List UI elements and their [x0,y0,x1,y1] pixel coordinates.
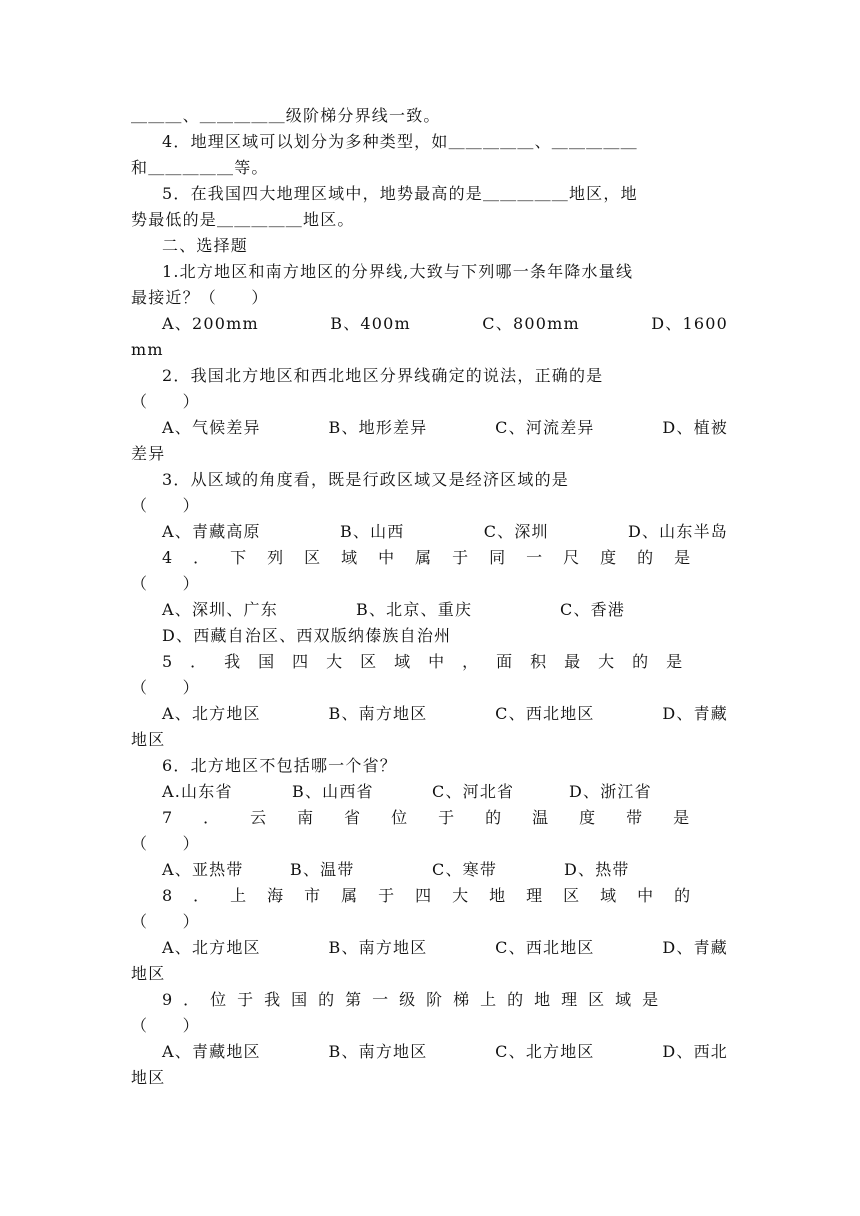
option-a: A、200mm [162,314,259,333]
option-d: D、西北 [662,1042,728,1061]
question-3-options [131,519,728,545]
question-1-options [131,311,728,337]
question-1-stem: 1.北方地区和南方地区的分界线,大致与下列哪一条年降水量线 [162,262,634,281]
option-d: D、山东半岛 [627,522,728,541]
question-9-bracket: （ ） [131,1016,200,1035]
question-9-options-wrap: 地区 [131,1068,166,1087]
option-c: C、西北地区 [495,704,595,723]
question-4-stem: 4．下列区域中属于同一尺度的是 [162,548,712,567]
question-8-stem: 8．上海市属于四大地理区域中的 [162,886,712,905]
question-1-options-wrap: mm [131,340,164,359]
option-b: B、南方地区 [328,704,428,723]
option-a: A、亚热带 [162,860,244,879]
option-b: B、温带 [290,860,355,879]
option-c: C、深圳 [483,522,549,541]
option-c: C、河流差异 [495,418,595,437]
option-a: A、北方地区 [162,938,261,957]
option-b: B、400m [330,314,411,333]
fill-question-5: 5．在我国四大地理区域中，地势最高的是＿＿＿＿＿地区，地 [162,184,638,203]
question-2-stem: 2．我国北方地区和西北地区分界线确定的说法，正确的是 [162,366,604,385]
question-7-stem: 7．云南省位于的温度带是 [162,808,721,827]
option-a: A、青藏地区 [162,1042,261,1061]
question-7-options [131,857,728,883]
option-c: C、北方地区 [495,1042,595,1061]
question-5-stem: 5．我国四大区域中，面积最大的是 [162,652,701,671]
question-6-options [131,779,728,805]
option-a: A、青藏高原 [162,522,261,541]
question-4-bracket: （ ） [131,574,200,593]
option-b: B、南方地区 [328,1042,428,1061]
option-a: A、气候差异 [162,418,261,437]
option-c: C、800mm [482,314,580,333]
question-5-options [131,701,728,727]
option-d: D、1600 [651,314,728,333]
option-d: D、热带 [564,860,630,879]
question-1-bracket: 最接近？（ ） [131,288,269,307]
question-4-option-d: D、西藏自治区、西双版纳傣族自治州 [162,626,452,645]
option-d: D、青藏 [662,704,728,723]
option-d: D、植被 [662,418,728,437]
option-c: C、寒带 [432,860,498,879]
option-b: B、山西 [339,522,405,541]
question-2-options [131,415,728,441]
question-3-stem: 3．从区域的角度看，既是行政区域又是经济区域的是 [162,470,569,489]
option-b: B、山西省 [292,782,374,801]
question-9-options [131,1039,728,1065]
question-5-bracket: （ ） [131,678,200,697]
fill-question-4-cont: 和＿＿＿＿＿等。 [131,158,269,177]
question-4-options [131,597,728,623]
option-d: D、浙江省 [569,782,652,801]
option-c: C、香港 [560,600,626,619]
option-b: B、南方地区 [328,938,428,957]
option-a: A.山东省 [162,782,233,801]
option-d: D、青藏 [662,938,728,957]
question-8-options-wrap: 地区 [131,964,166,983]
option-a: A、深圳、广东 [162,600,278,619]
option-a: A、北方地区 [162,704,261,723]
document-page [131,103,728,1091]
fill-question-4: 4．地理区域可以划分为多种类型，如＿＿＿＿＿、＿＿＿＿＿ [162,132,638,151]
question-7-bracket: （ ） [131,834,200,853]
question-2-bracket: （ ） [131,392,200,411]
question-8-bracket: （ ） [131,912,200,931]
question-5-options-wrap: 地区 [131,730,166,749]
line-1: ＿＿＿、＿＿＿＿＿级阶梯分界线一致。 [131,106,441,125]
option-c: C、西北地区 [495,938,595,957]
option-c: C、河北省 [432,782,515,801]
fill-question-5-cont: 势最低的是＿＿＿＿＿地区。 [131,210,355,229]
question-8-options [131,935,728,961]
option-b: B、北京、重庆 [356,600,473,619]
question-2-options-wrap: 差异 [131,444,166,463]
question-3-bracket: （ ） [131,496,200,515]
section-heading-choice: 二、选择题 [162,236,249,255]
question-9-stem: 9．位于我国的第一级阶梯上的地理区域是 [162,990,670,1009]
option-b: B、地形差异 [328,418,428,437]
question-6-stem: 6．北方地区不包括哪一个省？ [162,756,397,775]
